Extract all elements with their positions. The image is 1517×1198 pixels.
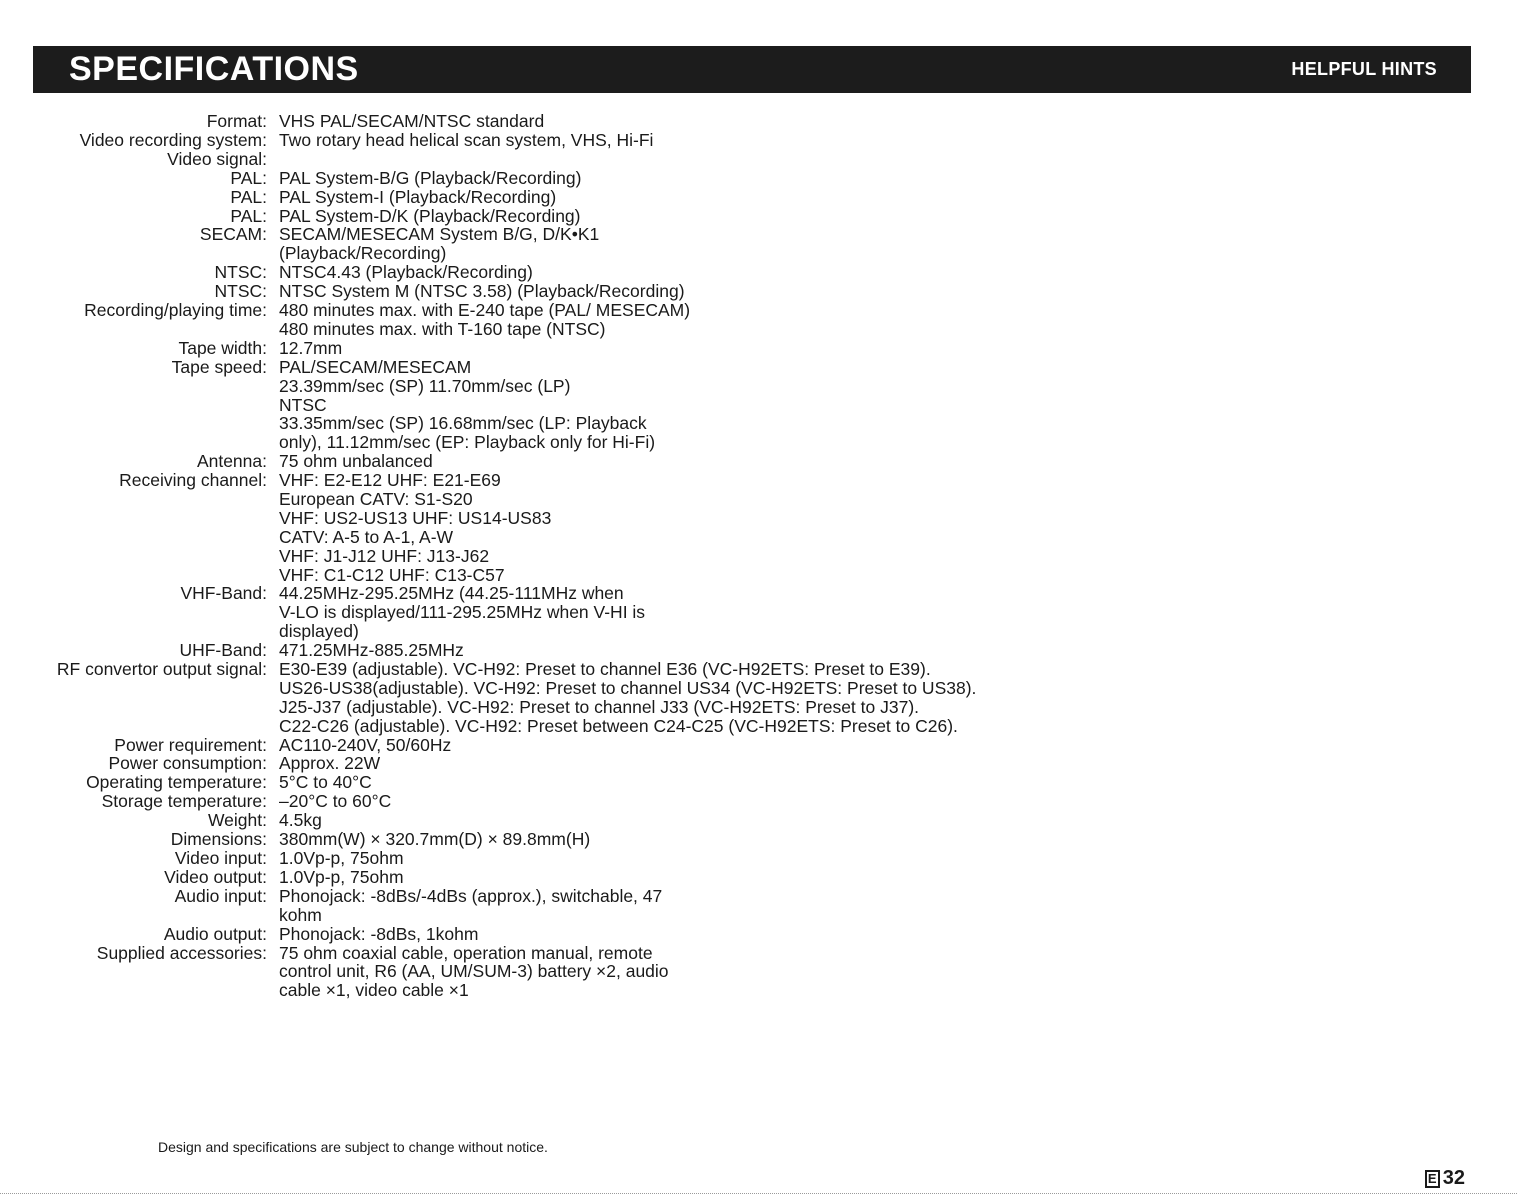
spec-values — [267, 736, 451, 755]
spec-value-line: 1.0Vp-p, 75ohm — [279, 866, 404, 887]
spec-value-line: Approx. 22W — [279, 753, 381, 774]
spec-value-line: VHS PAL/SECAM/NTSC standard — [279, 111, 545, 131]
spec-value-line: NTSC System M (NTSC 3.58) (Playback/Recording) — [279, 281, 685, 302]
spec-row — [0, 169, 976, 188]
spec-value-line: 471.25MHz-885.25MHz — [279, 640, 464, 661]
spec-values — [267, 641, 464, 660]
spec-row — [0, 282, 976, 301]
spec-value-line: C22-C26 (adjustable). VC-H92: Preset between C24-C25 (VC-H92ETS: Preset to C26). — [279, 715, 958, 736]
spec-row — [0, 207, 976, 226]
spec-value-line: 1.0Vp-p, 75ohm — [279, 848, 404, 868]
spec-row — [0, 868, 976, 887]
spec-value-line: 480 minutes max. with T-160 tape (NTSC) — [279, 318, 606, 339]
spec-values — [267, 452, 433, 471]
spec-row — [0, 112, 976, 131]
spec-value-line: control unit, R6 (AA, UM/SUM-3) battery ×2, audio — [279, 961, 669, 982]
spec-label: Video output: — [164, 866, 267, 887]
footnote: Design and specifications are subject to change without notice. — [158, 1139, 548, 1155]
spec-label: Video input: — [174, 848, 267, 868]
spec-values — [267, 887, 662, 925]
spec-values — [267, 358, 655, 452]
spec-value-line: E30-E39 (adjustable). VC-H92: Preset to channel E36 (VC-H92ETS: Preset to E39). — [279, 659, 931, 679]
spec-label: NTSC: — [214, 262, 267, 283]
spec-value-line: PAL/SECAM/MESECAM — [279, 356, 472, 377]
spec-label: Antenna: — [196, 451, 267, 472]
spec-value-line: –20°C to 60°C — [279, 791, 392, 812]
spec-value-line: US26-US38(adjustable). VC-H92: Preset to channel US34 (VC-H92ETS: Preset to US38). — [279, 677, 977, 698]
spec-values — [267, 925, 478, 944]
spec-values — [267, 944, 669, 1001]
spec-value-line: 44.25MHz-295.25MHz (44.25-111MHz when — [279, 583, 624, 604]
spec-row — [0, 188, 976, 207]
spec-row — [0, 830, 976, 849]
language-badge: E — [1425, 1170, 1440, 1188]
spec-row — [0, 944, 976, 1001]
spec-row — [0, 225, 976, 263]
spec-value-line: European CATV: S1-S20 — [279, 488, 473, 509]
spec-label: Receiving channel: — [119, 470, 267, 491]
spec-value-line: 380mm(W) × 320.7mm(D) × 89.8mm(H) — [279, 829, 591, 850]
spec-row — [0, 452, 976, 471]
spec-row — [0, 811, 976, 830]
page-number — [1425, 1167, 1465, 1190]
spec-value-line: (Playback/Recording) — [279, 243, 447, 264]
spec-row — [0, 887, 976, 925]
section-header — [33, 46, 1471, 93]
spec-row — [0, 150, 976, 169]
spec-values — [267, 811, 322, 830]
spec-values — [267, 584, 645, 641]
spec-value-line: VHF: US2-US13 UHF: US14-US83 — [279, 507, 552, 528]
spec-values — [267, 169, 581, 188]
spec-values — [267, 263, 533, 282]
spec-row — [0, 773, 976, 792]
spec-label: Tape speed: — [171, 356, 267, 377]
spec-value-line: 23.39mm/sec (SP) 11.70mm/sec (LP) — [279, 375, 571, 396]
spec-value-line: PAL System-D/K (Playback/Recording) — [279, 205, 581, 226]
spec-label: PAL: — [230, 167, 267, 188]
spec-values — [267, 830, 590, 849]
spec-value-line: Phonojack: -8dBs, 1kohm — [279, 923, 479, 944]
spec-row — [0, 584, 976, 641]
spec-value-line: Phonojack: -8dBs/-4dBs (approx.), switchable, 47 — [279, 885, 663, 906]
page-title: SPECIFICATIONS — [69, 50, 359, 88]
spec-row — [0, 471, 976, 584]
spec-label: Video recording system: — [79, 129, 267, 150]
spec-values — [267, 471, 551, 584]
spec-row — [0, 131, 976, 150]
spec-row — [0, 849, 976, 868]
spec-row — [0, 792, 976, 811]
spec-values — [267, 660, 976, 736]
spec-value-line: VHF: E2-E12 UHF: E21-E69 — [279, 470, 501, 491]
spec-values — [267, 282, 685, 301]
spec-label: Storage temperature: — [101, 791, 267, 812]
spec-value-line: 33.35mm/sec (SP) 16.68mm/sec (LP: Playback — [279, 413, 647, 434]
spec-row — [0, 263, 976, 282]
bottom-divider — [0, 1193, 1517, 1194]
spec-values — [267, 207, 581, 226]
spec-values — [267, 792, 391, 811]
spec-row — [0, 339, 976, 358]
spec-label: Audio input: — [174, 885, 267, 906]
specifications-list — [0, 112, 976, 1000]
spec-value-line: NTSC — [279, 394, 327, 415]
spec-value-line: cable ×1, video cable ×1 — [279, 980, 469, 1001]
spec-label: Tape width: — [178, 337, 267, 358]
spec-label: Power consumption: — [108, 753, 267, 774]
spec-label: UHF-Band: — [179, 640, 267, 661]
spec-value-line: 4.5kg — [279, 810, 322, 831]
spec-value-line: 12.7mm — [279, 337, 343, 358]
spec-label: SECAM: — [199, 224, 267, 245]
spec-values — [267, 849, 404, 868]
spec-row — [0, 358, 976, 452]
spec-values — [267, 188, 556, 207]
spec-value-line: CATV: A-5 to A-1, A-W — [279, 526, 454, 547]
spec-value-line: PAL System-I (Playback/Recording) — [279, 186, 557, 207]
spec-value-line: 75 ohm unbalanced — [279, 451, 433, 472]
spec-values — [267, 301, 690, 339]
spec-label: Recording/playing time: — [84, 300, 267, 321]
spec-values — [267, 150, 279, 169]
spec-values — [267, 131, 653, 150]
spec-value-line: only), 11.12mm/sec (EP: Playback only for Hi-Fi) — [279, 432, 656, 453]
spec-values — [267, 339, 342, 358]
spec-value-line: PAL System-B/G (Playback/Recording) — [279, 167, 582, 188]
spec-value-line: J25-J37 (adjustable). VC-H92: Preset to channel J33 (VC-H92ETS: Preset to J37). — [279, 696, 920, 717]
spec-value-line: NTSC4.43 (Playback/Recording) — [279, 262, 533, 283]
spec-label: NTSC: — [214, 281, 267, 302]
spec-label: Format: — [206, 111, 267, 131]
spec-row — [0, 925, 976, 944]
spec-label: Power requirement: — [114, 734, 267, 755]
spec-label: PAL: — [230, 205, 267, 226]
spec-row — [0, 736, 976, 755]
spec-label: VHF-Band: — [180, 583, 267, 604]
spec-value-line: V-LO is displayed/111-295.25MHz when V-HI is — [279, 602, 646, 623]
spec-value-line: SECAM/MESECAM System B/G, D/K•K1 — [279, 224, 600, 245]
spec-value-line: 75 ohm coaxial cable, operation manual, remote — [279, 942, 653, 963]
spec-value-line: AC110-240V, 50/60Hz — [279, 734, 452, 755]
spec-label: Operating temperature: — [86, 772, 267, 793]
spec-label: Supplied accessories: — [96, 942, 267, 963]
spec-label: Audio output: — [163, 923, 267, 944]
spec-value-line: kohm — [279, 904, 322, 925]
spec-value-line: VHF: J1-J12 UHF: J13-J62 — [279, 545, 490, 566]
page-number-value: 32 — [1442, 1167, 1465, 1189]
spec-label: Weight: — [207, 810, 267, 831]
spec-value-line: VHF: C1-C12 UHF: C13-C57 — [279, 564, 505, 585]
spec-row — [0, 660, 976, 736]
spec-label: PAL: — [230, 186, 267, 207]
spec-values — [267, 112, 544, 131]
spec-values — [267, 225, 599, 263]
spec-label: RF convertor output signal: — [56, 659, 267, 679]
spec-values — [267, 773, 372, 792]
spec-row — [0, 301, 976, 339]
spec-values — [267, 868, 404, 887]
spec-value-line: Two rotary head helical scan system, VHS, Hi-Fi — [279, 129, 654, 150]
spec-value-line: 5°C to 40°C — [279, 772, 372, 793]
spec-row — [0, 754, 976, 773]
spec-label: Video signal: — [167, 148, 267, 169]
spec-label: Dimensions: — [170, 829, 267, 850]
spec-value-line: displayed) — [279, 621, 359, 642]
spec-value-line: 480 minutes max. with E-240 tape (PAL/ MESECAM) — [279, 300, 691, 321]
spec-values — [267, 754, 380, 773]
section-label: HELPFUL HINTS — [1291, 59, 1437, 79]
spec-row — [0, 641, 976, 660]
